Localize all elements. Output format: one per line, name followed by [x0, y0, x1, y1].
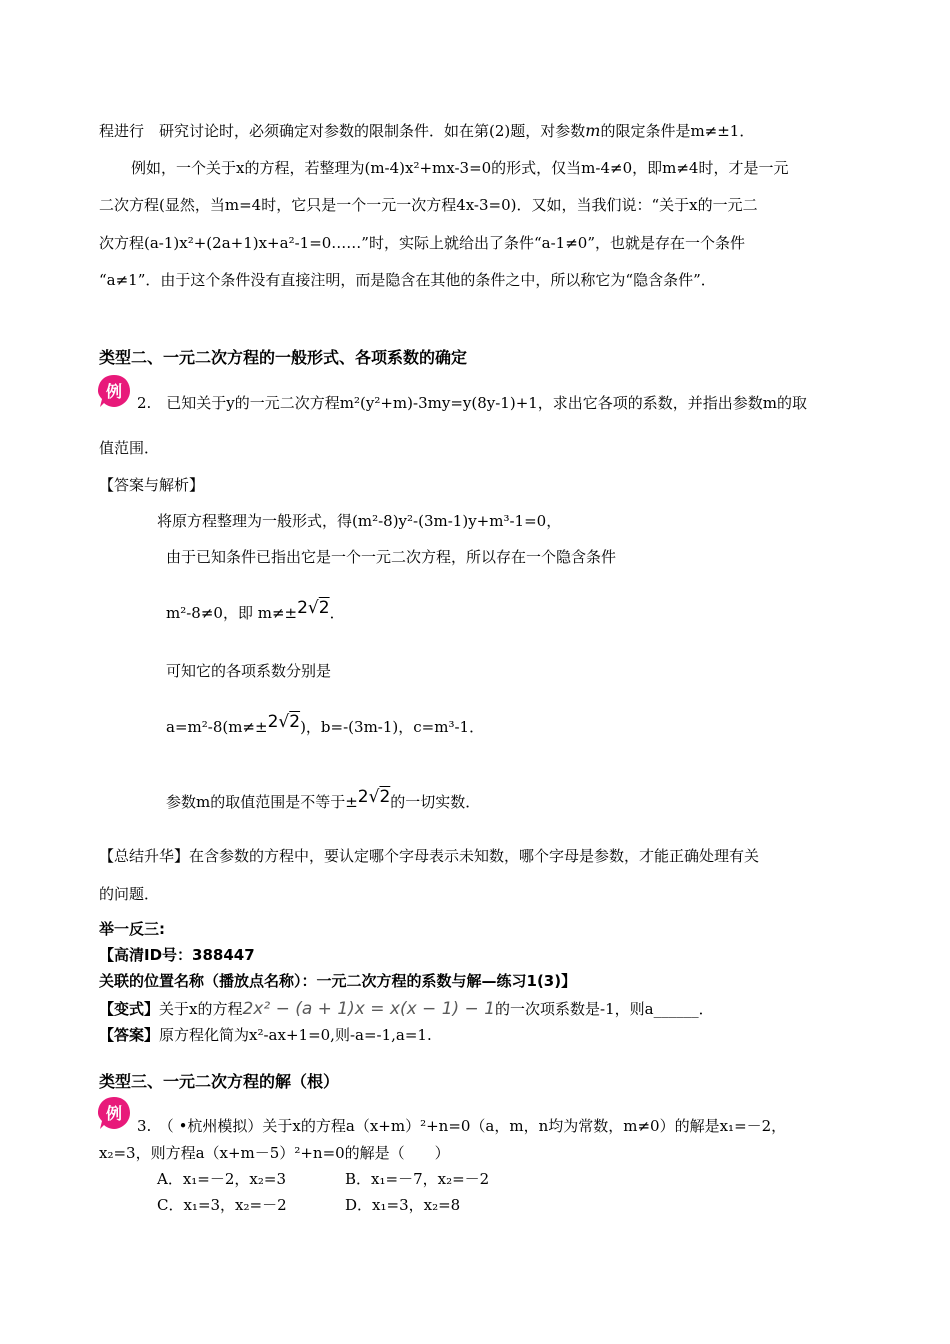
practice-id-line: 【高清ID号：388447: [99, 946, 255, 964]
type2-summary-line-1: 【总结升华】在含参数的方程中，要认定哪个字母表示未知数，哪个字母是参数，才能正确处理有关: [99, 847, 760, 865]
practice-title: 举一反三:: [99, 920, 165, 938]
type3-question-line-1: 3. （ •杭州模拟）关于x的方程a（x+m）²+n=0（a，m，n均为常数，m≠0）的解是x₁=－2，: [137, 1117, 787, 1135]
param-m: m: [585, 121, 601, 140]
type2-solution-5: [166, 712, 484, 737]
option-a: A．x₁=－2，x₂=3: [157, 1170, 287, 1188]
type2-answer-label: 【答案与解析】: [99, 476, 205, 494]
solution-6-end: 的一切实数．: [390, 793, 481, 811]
type2-question-line-1: 2. 已知关于y的一元二次方程m²(y²+m)-3my=y(8y-1)+1，求出它各项的系数，并指出参数m的取: [137, 394, 808, 412]
option-c: C．x₁=3，x₂=－2: [157, 1196, 287, 1214]
practice-location-line: 关联的位置名称（播放点名称）：一元二次方程的系数与解—练习1(3)】: [99, 972, 577, 990]
variant-formula: 2x² − (a + 1)x = x(x − 1) − 1: [242, 999, 496, 1019]
variant-text-a: 关于x的方程: [159, 1000, 243, 1018]
option-b: B．x₁=－7，x₂=－2: [345, 1170, 490, 1188]
answer-label: 【答案】: [99, 1026, 160, 1044]
sqrt-expression: 2√2: [297, 598, 330, 618]
intro-line-1: [99, 120, 754, 141]
type2-solution-4: 可知它的各项系数分别是: [166, 662, 332, 680]
type2-solution-1: 将原方程整理为一般形式，得(m²-8)y²-(3m-1)y+m³-1=0，: [157, 512, 562, 530]
sqrt-coef: 2: [357, 787, 369, 807]
sqrt-expression: 2√2: [267, 712, 301, 732]
solution-3-end: ．: [329, 604, 345, 622]
intro-line-4: 次方程(a-1)x²+(2a+1)x+a²-1=0……”时，实际上就给出了条件“a-1≠0”，也就是存在一个条件: [99, 234, 745, 252]
type2-solution-2: 由于已知条件已指出它是一个一元二次方程，所以存在一个隐含条件: [166, 548, 617, 566]
option-d: D．x₁=3，x₂=8: [345, 1196, 461, 1214]
type2-question-line-2: 值范围．: [99, 439, 160, 457]
type2-solution-3: [166, 598, 345, 623]
type2-solution-6: [166, 787, 480, 812]
intro-line-5: “a≠1”．由于这个条件没有直接注明，而是隐含在其他的条件之中，所以称它为“隐含条件”．: [99, 271, 716, 289]
variant-label: 【变式】: [99, 1000, 160, 1018]
type3-question-line-2: x₂=3，则方程a（x+m－5）²+n=0的解是（ ）: [99, 1144, 450, 1162]
example-badge-icon: [96, 373, 132, 409]
intro-line-2: 例如，一个关于x的方程，若整理为(m-4)x²+mx-3=0的形式，仅当m-4≠0，即m≠4时，才是一元: [131, 159, 789, 177]
intro-line-1-text: 程进行 研究讨论时，必须确定对参数的限制条件．如在第(2)题，对参数: [99, 122, 586, 140]
badge-label: 例: [105, 1104, 123, 1123]
variant-text-b: 的一次项系数是-1，则a______．: [495, 1000, 714, 1018]
solution-5-end: )，b=-(3m-1)，c=m³-1．: [300, 718, 485, 736]
solution-3-text: m²-8≠0，即 m≠±: [166, 604, 298, 622]
example-badge-icon: [96, 1095, 132, 1131]
practice-answer: [99, 1024, 432, 1045]
intro-line-3: 二次方程(显然，当m=4时，它只是一个一元一次方程4x-3=0)．又如，当我们说：“关于x的一元二: [99, 196, 758, 214]
solution-5-text: a=m²-8(m≠±: [166, 718, 268, 736]
sqrt-expression: 2√2: [357, 787, 391, 807]
type2-summary-line-2: 的问题．: [99, 885, 160, 903]
type2-heading: 类型二、一元二次方程的一般形式、各项系数的确定: [99, 348, 468, 367]
intro-line-1-end: 的限定条件是m≠±1．: [600, 122, 755, 140]
practice-variant: [99, 998, 714, 1019]
badge-label: 例: [105, 382, 123, 401]
sqrt-coef: 2: [267, 712, 279, 732]
sqrt-coef: 2: [297, 598, 308, 618]
sqrt-radicand: 2: [289, 712, 301, 732]
type3-heading: 类型三、一元二次方程的解（根）: [99, 1072, 340, 1091]
answer-text: 原方程化简为x²-ax+1=0,则-a=-1,a=1.: [159, 1026, 432, 1044]
solution-6-text: 参数m的取值范围是不等于±: [166, 793, 358, 811]
sqrt-radicand: 2: [318, 598, 330, 618]
sqrt-radicand: 2: [379, 787, 391, 807]
